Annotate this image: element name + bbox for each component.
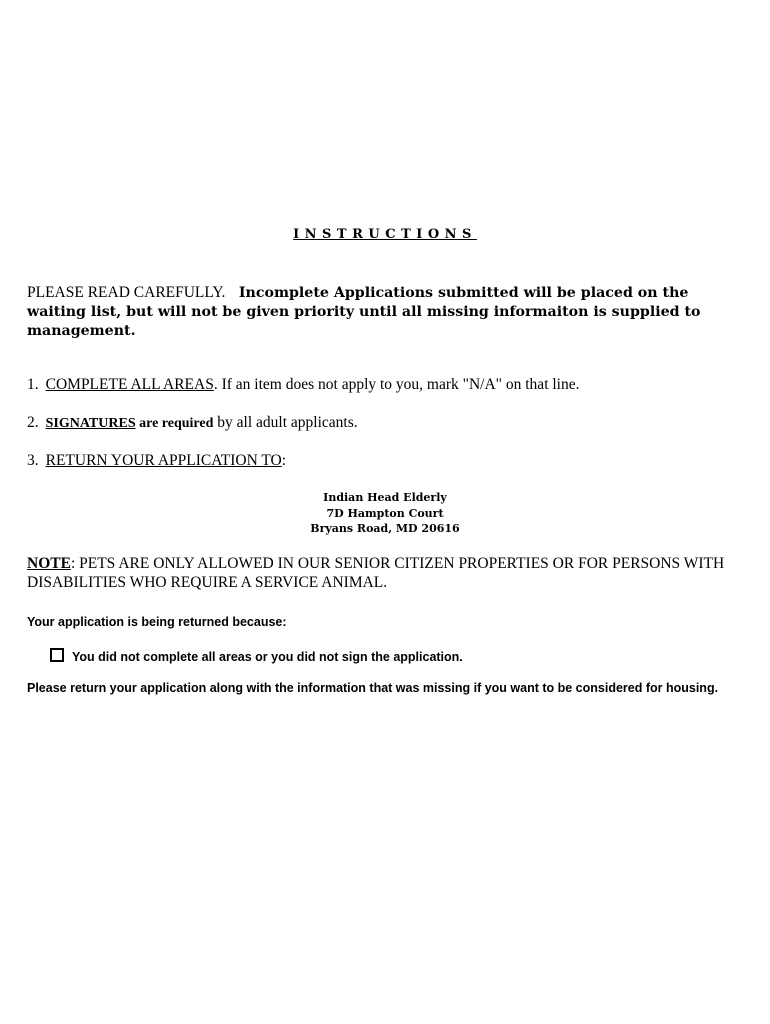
returned-heading: Your application is being returned because: <box>27 615 287 629</box>
intro-lead: PLEASE READ CAREFULLY. <box>27 284 226 301</box>
pet-note <box>27 554 747 592</box>
instructions-title: INSTRUCTIONS <box>293 227 477 242</box>
address-name: Indian Head Elderly <box>323 491 447 504</box>
note-label: NOTE <box>27 555 71 572</box>
returned-reason <box>50 648 463 664</box>
checkbox[interactable] <box>50 648 64 662</box>
returned-footer: Please return your application along with the information that was missing if you want to be considered for housing. <box>27 681 719 695</box>
instruction-item-1: 1. COMPLETE ALL AREAS. If an item does not apply to you, mark "N/A" on that line. <box>27 376 580 393</box>
instruction-item-2: 2. SIGNATURES are required by all adult applicants. <box>27 414 358 431</box>
intro-warning: Incomplete Applications submitted will be placed on the waiting list, but will not be given priority until all missing informaiton is supplied to management. <box>27 285 701 339</box>
address-city: Bryans Road, MD 20616 <box>310 522 460 535</box>
note-text: : PETS ARE ONLY ALLOWED IN OUR SENIOR CITIZEN PROPERTIES OR FOR PERSONS WITH DISABILITIES WHO REQUIRE A SERVICE ANIMAL. <box>27 555 725 591</box>
return-address <box>0 490 770 537</box>
address-street: 7D Hampton Court <box>326 506 444 520</box>
intro-paragraph <box>27 283 727 341</box>
instruction-item-3: 3. RETURN YOUR APPLICATION TO: <box>27 452 287 469</box>
checkbox-label: You did not complete all areas or you did not sign the application. <box>72 650 463 664</box>
